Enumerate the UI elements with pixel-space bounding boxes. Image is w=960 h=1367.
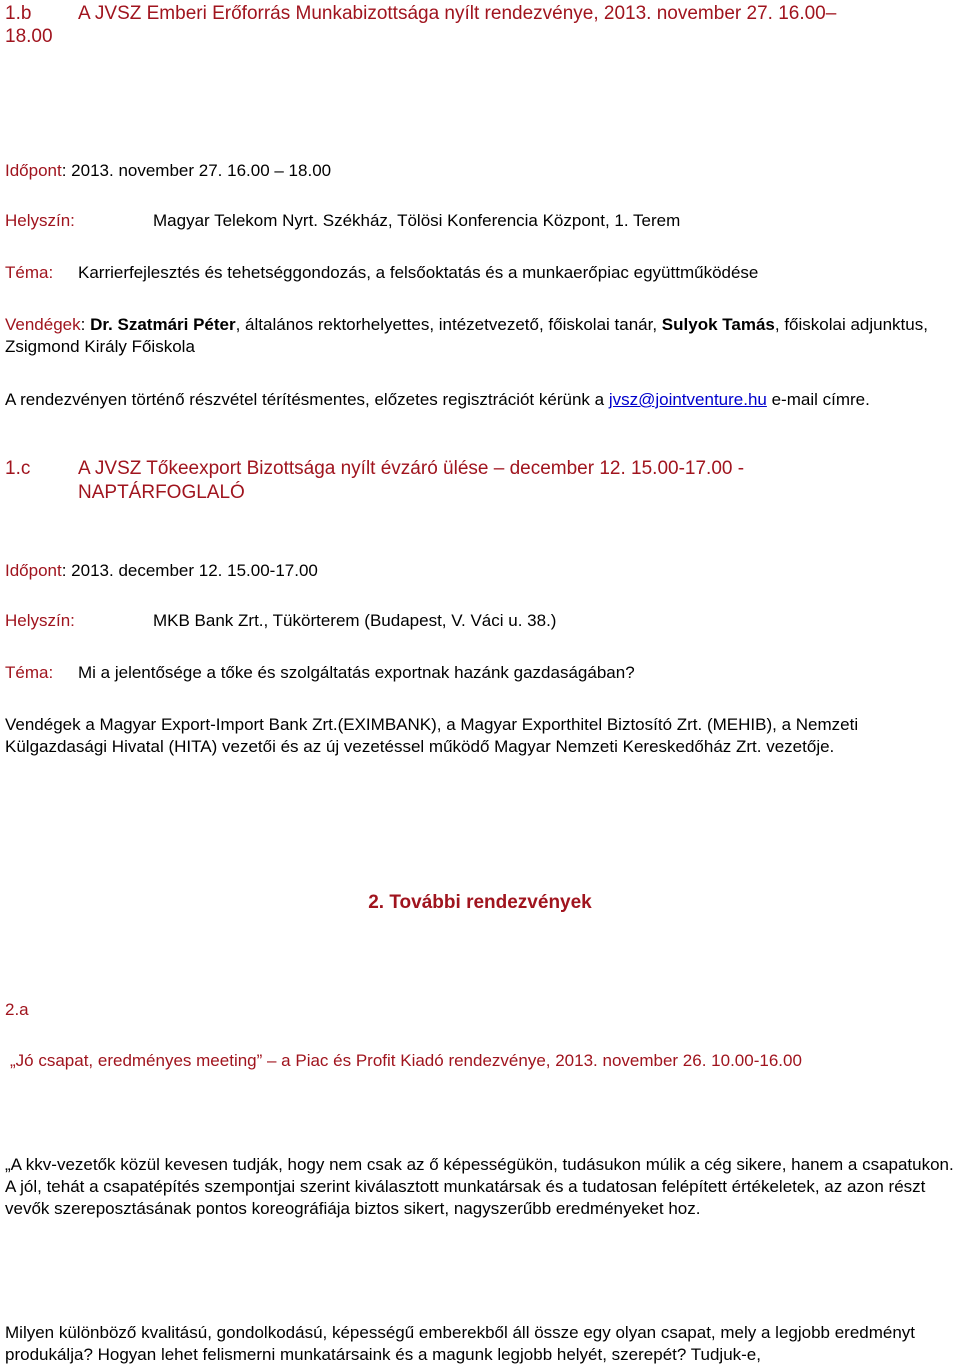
s1b-guests-paragraph [5,314,960,358]
section-1b-title: A JVSZ Emberi Erőforrás Munkabizottsága nyílt rendezvénye, 2013. november 27. 16.00– [78,3,837,24]
s1c-idopont-value: : 2013. december 12. 15.00-17.00 [61,561,318,580]
s1b-helyszin-value: Magyar Telekom Nyrt. Székház, Tölösi Konferencia Központ, 1. Terem [153,211,681,230]
s1b-vendegek-label: Vendégek [5,315,81,334]
registration-email-link[interactable]: jvsz@jointventure.hu [608,390,767,409]
section-1c-title-line1: A JVSZ Tőkeexport Bizottsága nyílt évzáró ülése – december 12. 15.00-17.00 - [78,458,745,479]
section-1c-number: 1.c [5,458,31,479]
s1b-helyszin-label: Helyszín: [5,211,75,230]
section-2a-title: „Jó csapat, eredményes meeting” – a Piac és Profit Kiadó rendezvénye, 2013. november 26. 10.00-16.00 [10,1051,802,1070]
s1c-guests-paragraph: Vendégek a Magyar Export-Import Bank Zrt.(EXIMBANK), a Magyar Exporthitel Biztosító Zrt. (MEHIB), a Nemzeti Külgazdasági Hivatal (HITA) vezetői és az új vezetéssel működő Magyar Nemzeti Kereskedőház Zrt. vezetője. [5,715,859,756]
s1b-registration-paragraph [5,389,960,411]
s1c-helyszin-value: MKB Bank Zrt., Tükörterem (Budapest, V. Váci u. 38.) [153,611,557,630]
s2a-paragraph-2: Milyen különböző kvalitású, gondolkodású, képességű emberekből áll össze egy olyan csapat, mely a legjobb eredményt produkálja? Hogyan lehet felismerni munkatársaink és a magunk legjobb helyét, szerepét? Tudjuk-e, [5,1323,916,1364]
section-2-heading: 2. További rendezvények [368,892,592,913]
s1b-guest2-role: , főiskolai adjunktus, Zsigmond Király Főiskola [5,315,928,356]
s1c-tema-label: Téma: [5,663,54,682]
section-2a-number: 2.a [5,1000,29,1019]
s1b-vendegek-colon: : [80,315,91,334]
s1b-guest1-name: Dr. Szatmári Péter [90,315,236,334]
s1b-idopont-label: Időpont [5,161,62,180]
s1b-reg-tail: e-mail címre. [766,390,870,409]
s1b-tema-value: Karrierfejlesztés és tehetséggondozás, a felsőoktatás és a munkaerőpiac együttműködése [78,263,759,282]
s1b-idopont-row [5,160,960,182]
s1b-guest2-name: Sulyok Tamás [661,315,775,334]
s1b-idopont-value: : 2013. november 27. 16.00 – 18.00 [61,161,332,180]
section-1b-number: 1.b [5,3,32,24]
s1b-guest1-role: , általános rektorhelyettes, intézetvezető, főiskolai tanár, [235,315,662,334]
section-1c-title-line2: NAPTÁRFOGLALÓ [78,482,245,503]
s2a-paragraph-1: „A kkv-vezetők közül kevesen tudják, hogy nem csak az ő képességükön, tudásukon múlik a cég sikere, hanem a csapatukon. A jól, tehát a csapatépítés szempontjai szerint kiválasztott munkatársak és a tudatosan felépített értékeletek, az azon részt vevők szereposztásának pontos koreográfiája biztos sikert, nagyszerűbb eredményeket hoz. [5,1155,954,1218]
s1b-reg-text: A rendezvényen történő részvétel térítésmentes, előzetes regisztrációt kérünk a [5,390,609,409]
section-1b-number-tail: 18.00 [5,26,53,47]
s1c-tema-value: Mi a jelentősége a tőke és szolgáltatás exportnak hazánk gazdaságában? [78,663,635,682]
s1c-helyszin-label: Helyszín: [5,611,75,630]
s1c-idopont-label: Időpont [5,561,62,580]
s1b-tema-label: Téma: [5,263,54,282]
s1c-idopont-row [5,560,960,582]
